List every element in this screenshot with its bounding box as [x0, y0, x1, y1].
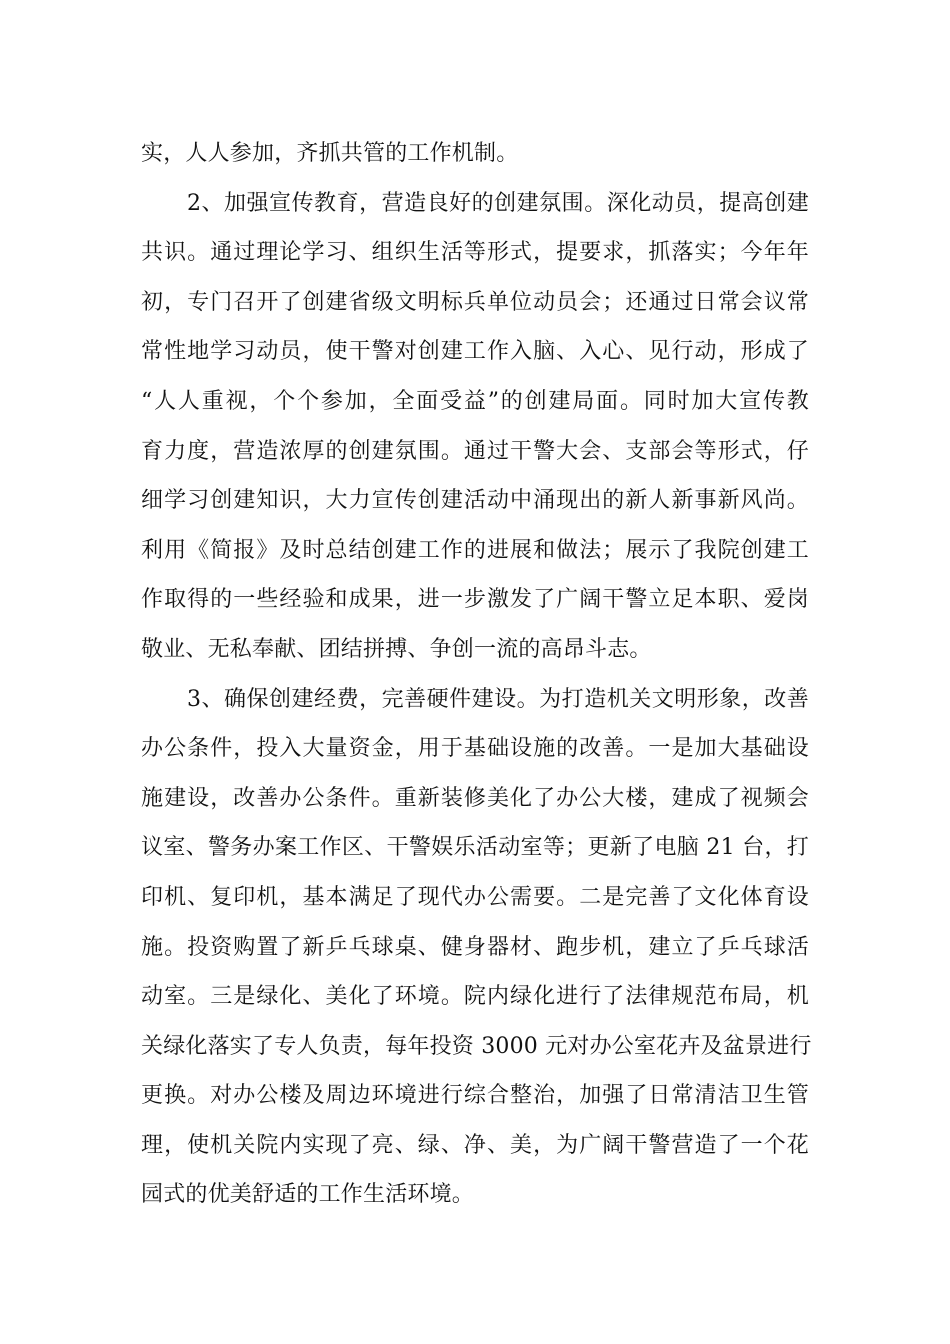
text-line: 动室。三是绿化、美化了环境。院内绿化进行了法律规范布局，机 — [141, 984, 809, 1010]
text-line: 细学习创建知识，大力宣传创建活动中涌现出的新人新事新风尚。 — [141, 488, 809, 514]
text-line: 利用《简报》及时总结创建工作的进展和做法；展示了我院创建工 — [141, 537, 809, 563]
text-line: 园式的优美舒适的工作生活环境。 — [141, 1182, 475, 1208]
text-line: 作取得的一些经验和成果，进一步激发了广阔干警立足本职、爱岗 — [141, 587, 809, 613]
text-line: 常性地学习动员，使干警对创建工作入脑、入心、见行动，形成了 — [141, 339, 809, 365]
text-line: 育力度，营造浓厚的创建氛围。通过干警大会、支部会等形式，仔 — [141, 438, 809, 464]
text-line: 关绿化落实了专人负责，每年投资 3000 元对办公室花卉及盆景进行 — [141, 1033, 812, 1059]
text-line: “人人重视，个个参加，全面受益”的创建局面。同时加大宣传教 — [141, 388, 809, 414]
document-body — [141, 129, 812, 1220]
paragraph-2-first-line: 2、加强宣传教育，营造良好的创建氛围。深化动员，提高创建 — [187, 190, 809, 216]
text-line: 印机、复印机，基本满足了现代办公需要。二是完善了文化体育设 — [141, 884, 809, 910]
text-line: 敬业、无私奉献、团结拼搏、争创一流的高昂斗志。 — [141, 636, 652, 662]
text-line: 办公条件，投入大量资金，用于基础设施的改善。一是加大基础设 — [141, 736, 809, 762]
text-line: 实，人人参加，齐抓共管的工作机制。 — [141, 141, 519, 166]
text-line: 共识。通过理论学习、组织生活等形式，提要求，抓落实；今年年 — [141, 240, 809, 266]
text-line: 更换。对办公楼及周边环境进行综合整治，加强了日常清洁卫生管 — [141, 1083, 809, 1109]
text-line: 理，使机关院内实现了亮、绿、净、美，为广阔干警营造了一个花 — [141, 1132, 809, 1158]
text-line: 议室、警务办案工作区、干警娱乐活动室等；更新了电脑 21 台，打 — [141, 835, 809, 861]
text-line: 施。投资购置了新乒乓球桌、健身器材、跑步机，建立了乒乓球活 — [141, 934, 809, 960]
paragraph-3-first-line: 3、确保创建经费，完善硬件建设。为打造机关文明形象，改善 — [187, 686, 809, 712]
text-line: 施建设，改善办公条件。重新装修美化了办公大楼，建成了视频会 — [141, 785, 809, 811]
text-line: 初，专门召开了创建省级文明标兵单位动员会；还通过日常会议常 — [141, 289, 809, 315]
